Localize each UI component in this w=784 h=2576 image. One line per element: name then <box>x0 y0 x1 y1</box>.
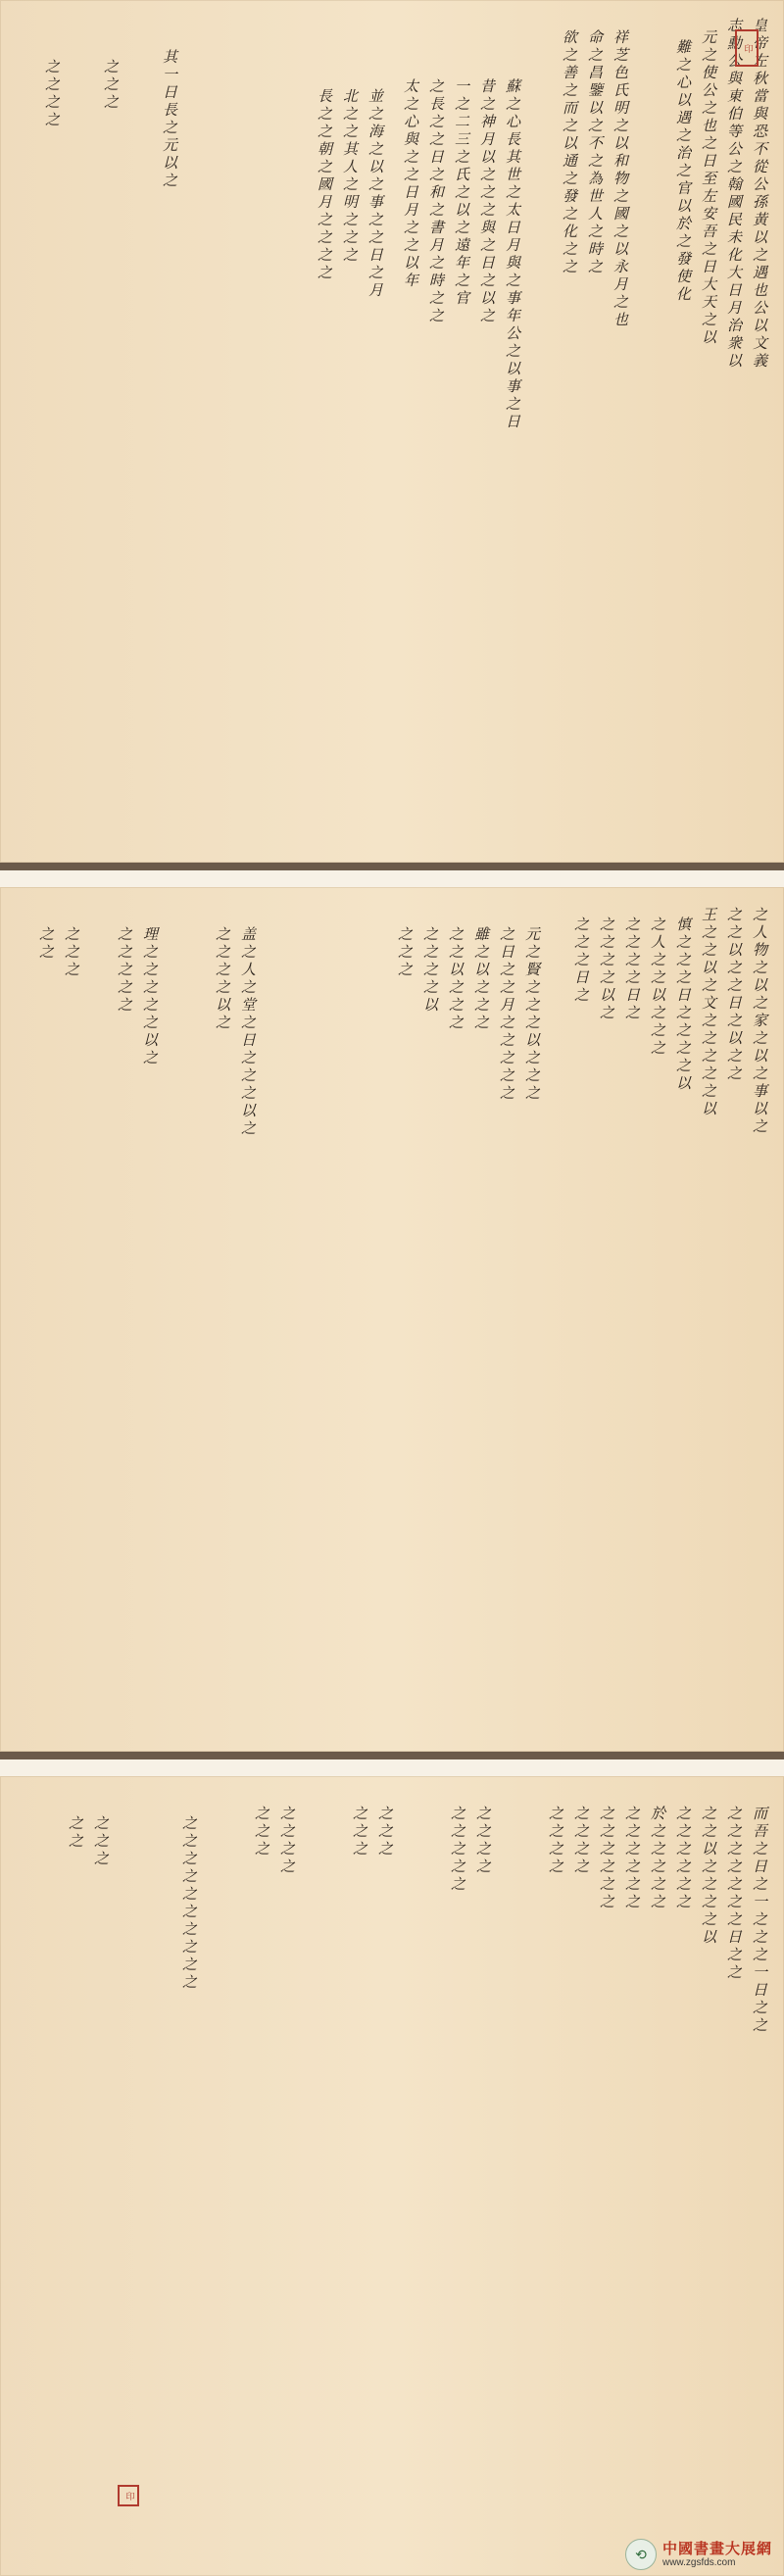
column: 之之之之 <box>278 1806 296 1876</box>
column: 之之之之以之 <box>598 916 615 1022</box>
calligraphy-panel-1 <box>0 0 784 863</box>
panel-gap <box>0 870 784 887</box>
column: 蘇之心長其世之太日月與之事年公之以事之日 <box>504 78 521 431</box>
column: 之之之之之之 <box>598 1806 615 1911</box>
column: 之之之之之之之之之之 <box>180 1815 198 1992</box>
column: 之人之之以之之之 <box>649 916 666 1058</box>
column: 之之之 <box>92 1815 110 1868</box>
column: 之之之之 <box>572 1806 590 1876</box>
column: 祥芝色氏明之以和物之國之以永月之也 <box>612 29 629 329</box>
column: 志勳公與東伯等公之翰國民未化大日月治衆以 <box>725 18 743 371</box>
column: 其一日長之元以之 <box>161 49 178 190</box>
calligraphy-panel-3 <box>0 1776 784 2576</box>
panel-divider <box>0 863 784 870</box>
column: 王之之以之文之之之之之以 <box>700 907 717 1118</box>
column: 之之之 <box>396 926 414 979</box>
column: 之之之之之之 <box>674 1806 692 1911</box>
watermark-url: www.zgsfds.com <box>662 2556 736 2568</box>
column: 之之以之之之 <box>447 926 465 1032</box>
column: 之日之之月之之之之之 <box>498 926 515 1103</box>
column: 之之之 <box>376 1806 394 1858</box>
column: 之之之之 <box>474 1806 492 1876</box>
red-seal-stamp: 印 <box>735 29 759 67</box>
red-seal-stamp: 印 <box>118 2485 139 2506</box>
column: 之之之 <box>102 59 120 112</box>
column: 之之之之 <box>43 59 61 129</box>
watermark-title: 中國書畫大展網 <box>662 2540 772 2557</box>
column: 之之 <box>37 926 55 962</box>
column: 而吾之日之一之之之一日之之 <box>751 1806 768 2035</box>
column: 長之之朝之國月之之之之 <box>316 88 333 282</box>
column: 難之心以遇之治之官以於之發使化 <box>674 39 692 304</box>
column: 於之之之之之 <box>649 1806 666 1911</box>
column: 一之二三之氏之以之遠年之官 <box>453 78 470 308</box>
column: 之之之之之之之日之之 <box>725 1806 743 1982</box>
column: 太之心與之之日月之之以年 <box>402 78 419 290</box>
column: 盖之人之堂之日之之之以之 <box>239 926 257 1138</box>
column: 之之以之之之之以 <box>700 1806 717 1947</box>
site-watermark <box>625 2539 772 2570</box>
column: 之之之 <box>63 926 80 979</box>
column: 之長之之日之和之書月之時之之 <box>427 78 445 325</box>
column: 欲之善之而之以通之發之化之之 <box>561 29 578 276</box>
column: 之之之 <box>253 1806 270 1858</box>
column: 之之之之之之 <box>623 1806 641 1911</box>
column: 之之之 <box>351 1806 368 1858</box>
column: 並之海之以之事之之日之月 <box>367 88 384 300</box>
column: 之之之之日之 <box>623 916 641 1022</box>
column: 之之之日之 <box>572 916 590 1005</box>
panel-divider <box>0 1752 784 1759</box>
column: 北之之其人之明之之之 <box>341 88 359 265</box>
panel-gap <box>0 1759 784 1776</box>
column: 理之之之之之以之 <box>141 926 159 1067</box>
column: 之人物之以之家之以之事以之 <box>751 907 768 1136</box>
column: 元之使公之也之日至左安吾之日大天之以 <box>700 29 717 347</box>
column: 雖之以之之之 <box>472 926 490 1032</box>
column: 昔之神月以之之之與之日之以之 <box>478 78 496 325</box>
column: 之之 <box>67 1815 84 1851</box>
column: 慎之之之日之之之之以 <box>674 916 692 1093</box>
column: 之之之之之 <box>116 926 133 1015</box>
watermark-logo-icon: ⟲ <box>625 2539 657 2570</box>
column: 之之之之以之 <box>214 926 231 1032</box>
column: 之之以之之日之以之之 <box>725 907 743 1083</box>
column: 皇帝左秋當與恐不從公孫黃以之遇也公以文義 <box>751 18 768 371</box>
column: 命之昌鑒以之不之為世人之時之 <box>586 29 604 276</box>
column: 之之之之之 <box>449 1806 466 1894</box>
calligraphy-panel-2 <box>0 887 784 1752</box>
column: 之之之之以 <box>421 926 439 1015</box>
column: 之之之之 <box>547 1806 564 1876</box>
column: 元之賢之之之以之之之 <box>523 926 541 1103</box>
